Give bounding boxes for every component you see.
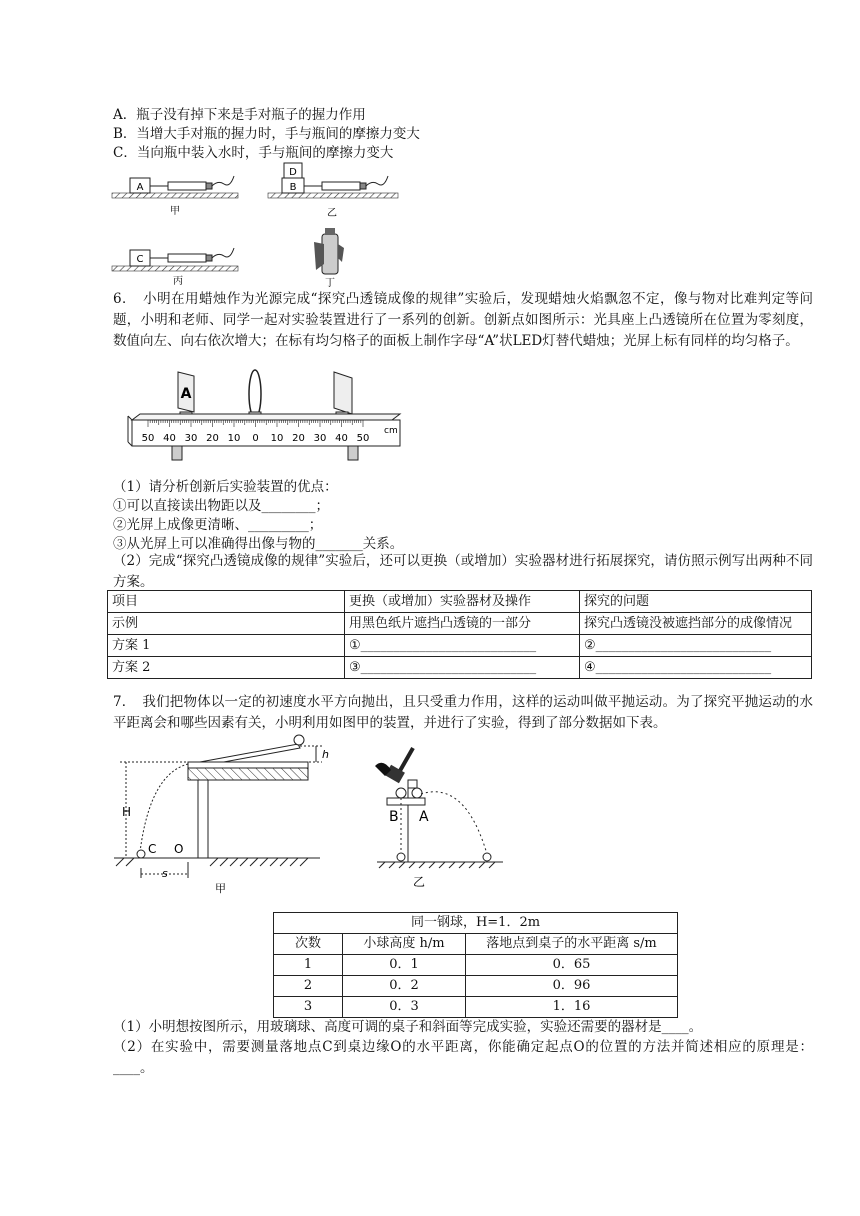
figure-jia-projectile — [110, 750, 345, 900]
block-c-label: C — [136, 254, 144, 265]
block-a-label: A — [136, 182, 144, 193]
q6-sub2: （2）完成“探究凸透镜成像的规律”实验后，还可以更换（或增加）实验器材进行拓展探究，请仿照示例写出两种不同方案。 — [113, 553, 813, 590]
plan-table — [107, 590, 812, 679]
bench-tick-label: 50 — [141, 433, 155, 444]
table-row — [274, 934, 678, 955]
option-a: A．瓶子没有掉下来是手对瓶子的握力作用 — [113, 107, 366, 123]
table-cell: 更换（或增加）实验器材及操作 — [345, 591, 580, 613]
table-cell: 0．96 — [466, 976, 678, 997]
c-point-label: C — [148, 842, 157, 856]
table-cell: 3 — [274, 997, 343, 1018]
bench-tick-label: 20 — [206, 433, 219, 444]
figure-yi-hammer — [375, 740, 505, 890]
led-a-letter: A — [180, 386, 192, 402]
answer-blank[interactable]: ①___________________________ — [345, 635, 580, 657]
table-cell: 2 — [274, 976, 343, 997]
answer-blank[interactable]: ②___________________________ — [580, 635, 812, 657]
q6-sub1: （1）请分析创新后实验装置的优点： — [113, 479, 338, 495]
table-row — [274, 976, 678, 997]
q6-s1: ①可以直接读出物距以及________； — [113, 498, 329, 514]
q7-intro: 7． 我们把物体以一定的初速度水平方向抛出，且只受重力作用，这样的运动叫做平抛运动。为了探究平抛运动的水平距离会和哪些因素有关，小明利用如图甲的装置，并进行了实验，得到了部分数据如下表。 — [113, 694, 813, 731]
bench-tick-label: 30 — [184, 433, 198, 444]
bench-tick-label: 40 — [163, 433, 176, 444]
table-cell: 落地点到桌子的水平距离 s/m — [466, 934, 678, 955]
block-b-label: B — [289, 182, 297, 193]
q6-s2: ②光屏上成像更清晰、_________； — [113, 517, 323, 533]
table-cell: 探究凸透镜没被遮挡部分的成像情况 — [580, 613, 812, 635]
table-row — [108, 657, 812, 679]
table-cell: 次数 — [274, 934, 343, 955]
table-cell: 小球高度 h/m — [343, 934, 466, 955]
q6-intro: 6． 小明在用蜡烛作为光源完成“探究凸透镜成像的规律”实验后，发现蜡烛火焰飘忽不定，像与物对比难判定等问题，小明和老师、同学一起对实验装置进行了一系列的创新。创新点如图所示：光具座上凸透镜所在位置为零刻度，数值向左、向右依次增大；在标有均匀格子的面板上制作字母“A”状LED灯替代蜡烛；光屏上标有同样的均匀格子。 — [113, 291, 813, 349]
table-cell: 0．3 — [343, 997, 466, 1018]
table-cell: 项目 — [108, 591, 345, 613]
fig-jia-label: 甲 — [170, 206, 180, 217]
bench-tick-label: 20 — [292, 433, 305, 444]
answer-blank[interactable]: ③___________________________ — [345, 657, 580, 679]
fig-yi-label: 乙 — [327, 208, 337, 219]
fig-bing-label: 丙 — [173, 276, 183, 287]
ball-b-label: B — [389, 809, 399, 825]
q5-figure — [110, 160, 470, 290]
table-cell: 用黑色纸片遮挡凸透镜的一部分 — [345, 613, 580, 635]
table-cell: 0．2 — [343, 976, 466, 997]
bench-tick-label: 0 — [252, 433, 259, 444]
table-row — [274, 955, 678, 976]
ball-a-label: A — [419, 809, 429, 825]
bench-tick-label: 40 — [335, 433, 348, 444]
fig-yi-caption: 乙 — [413, 875, 426, 889]
table-cell: 0．65 — [466, 955, 678, 976]
table-row — [274, 913, 678, 934]
s-label: s — [162, 867, 168, 880]
table-cell: 探究的问题 — [580, 591, 812, 613]
fig-jia-caption: 甲 — [215, 882, 226, 895]
bench-tick-label: 10 — [270, 433, 284, 444]
q7-sub2: （2）在实验中，需要测量落地点C到桌边缘O的水平距离，你能确定起点O的位置的方法并简述相应的原理是：____。 — [113, 1039, 813, 1076]
fig-ding-label: 丁 — [325, 278, 335, 289]
table-cell: 方案 2 — [108, 657, 345, 679]
table-row — [108, 613, 812, 635]
bench-tick-label: 50 — [356, 433, 370, 444]
big-h-label: H — [122, 805, 132, 819]
table-cell: 1 — [274, 955, 343, 976]
q6-s3: ③从光屏上可以准确得出像与物的_______关系。 — [113, 536, 404, 552]
table-row — [274, 997, 678, 1018]
h-label: h — [322, 748, 329, 761]
option-b: B．当增大手对瓶的握力时，手与瓶间的摩擦力变大 — [113, 126, 420, 142]
table-cell: 0．1 — [343, 955, 466, 976]
option-c: C．当向瓶中装入水时，手与瓶间的摩擦力变大 — [113, 145, 394, 161]
answer-blank[interactable]: ④___________________________ — [580, 657, 812, 679]
table-row — [108, 591, 812, 613]
optical-bench-figure — [120, 368, 405, 473]
block-d-label: D — [289, 167, 297, 178]
bench-unit: cm — [384, 426, 398, 436]
o-point-label: O — [174, 842, 184, 856]
bench-tick-label: 30 — [313, 433, 327, 444]
table-cell: 1．16 — [466, 997, 678, 1018]
table-title: 同一钢球，H=1．2m — [274, 913, 678, 934]
bench-tick-label: 10 — [227, 433, 241, 444]
table-row — [108, 635, 812, 657]
q7-sub1: （1）小明想按图所示，用玻璃球、高度可调的桌子和斜面等完成实验，实验还需要的器材是____。 — [113, 1019, 703, 1035]
table-cell: 方案 1 — [108, 635, 345, 657]
table-cell: 示例 — [108, 613, 345, 635]
data-table — [273, 912, 678, 1018]
